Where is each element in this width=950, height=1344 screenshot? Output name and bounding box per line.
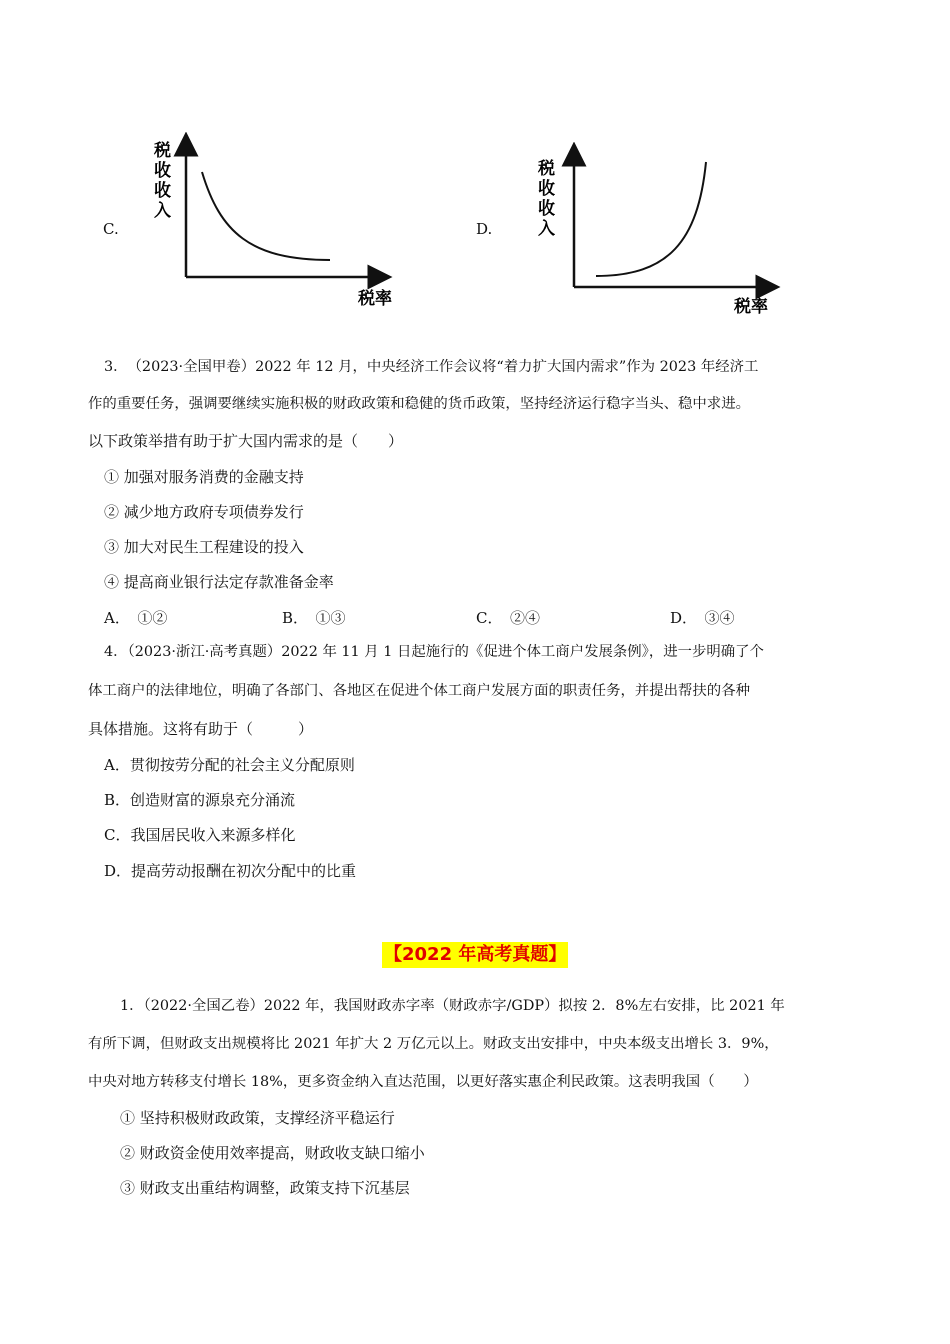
q4-stem-line-1: 4．（2023·浙江·高考真题）2022 年 11 月 1 日起施行的《促进个体工商户发展条例》，进一步明确了个 xyxy=(104,644,764,660)
q3-choice-d: D． ③④ xyxy=(670,609,735,627)
q4-option-a: A．贯彻按劳分配的社会主义分配原则 xyxy=(104,756,355,774)
y-label-char-4: 入 xyxy=(538,219,555,239)
q3-choice-b: B． ①③ xyxy=(282,609,346,627)
q3-stem-line-2: 作的重要任务，强调要继续实施积极的财政政策和稳健的货币政策，坚持经济运行稳字当头、稳中求进。 xyxy=(88,396,750,412)
y-label-char-4: 入 xyxy=(154,201,171,221)
x-label: 税率 xyxy=(734,297,768,317)
y-label-char-3: 收 xyxy=(154,181,171,201)
q2022-1-item-1: ① 坚持积极财政政策，支撑经济平稳运行 xyxy=(120,1109,395,1127)
q4-option-c: C．我国居民收入来源多样化 xyxy=(104,826,296,844)
q3-stem-line-3: 以下政策举措有助于扩大国内需求的是（ ） xyxy=(88,432,404,450)
q3-choice-a: A． ①② xyxy=(104,609,168,627)
option-d-label: D. xyxy=(476,220,493,238)
y-label-char-1: 税 xyxy=(538,159,555,179)
q3-choice-c: C． ②④ xyxy=(476,609,540,627)
q4-option-d: D．提高劳动报酬在初次分配中的比重 xyxy=(104,862,357,880)
q4-option-b: B．创造财富的源泉充分涌流 xyxy=(104,791,296,809)
section-title-2022: 【2022 年高考真题】 xyxy=(382,942,568,968)
q2022-1-stem-line-2: 有所下调，但财政支出规模将比 2021 年扩大 2 万亿元以上。财政支出安排中，中央本级支出增长 3．9%， xyxy=(88,1036,779,1052)
q3-item-3: ③ 加大对民生工程建设的投入 xyxy=(104,538,304,556)
graph-d-increasing xyxy=(528,142,788,320)
option-c-label: C. xyxy=(103,220,119,238)
y-label-char-2: 收 xyxy=(154,161,171,181)
x-label: 税率 xyxy=(358,289,392,309)
increasing-curve xyxy=(596,162,706,276)
q4-stem-line-2: 体工商户的法律地位，明确了各部门、各地区在促进个体工商户发展方面的职责任务，并提出帮扶的各种 xyxy=(88,683,750,699)
q2022-1-item-3: ③ 财政支出重结构调整，政策支持下沉基层 xyxy=(120,1179,410,1197)
q3-item-2: ② 减少地方政府专项债券发行 xyxy=(104,503,304,521)
y-label-char-3: 收 xyxy=(538,199,555,219)
q2022-1-stem-line-1: 1．（2022·全国乙卷）2022 年，我国财政赤字率（财政赤字/GDP）拟按 2．8%左右安排，比 2021 年 xyxy=(120,998,785,1014)
decreasing-curve xyxy=(202,172,330,260)
q3-stem-line-1: 3． （2023·全国甲卷）2022 年 12 月，中央经济工作会议将“着力扩大国内需求”作为 2023 年经济工 xyxy=(104,359,759,375)
q2022-1-item-2: ② 财政资金使用效率提高，财政收支缺口缩小 xyxy=(120,1144,425,1162)
q4-stem-line-3: 具体措施。这将有助于（ ） xyxy=(88,720,314,738)
graph-c-decreasing xyxy=(140,132,400,310)
y-label-char-2: 收 xyxy=(538,179,555,199)
q3-item-1: ① 加强对服务消费的金融支持 xyxy=(104,468,304,486)
y-label-char-1: 税 xyxy=(154,141,171,161)
q2022-1-stem-line-3: 中央对地方转移支付增长 18%，更多资金纳入直达范围，以更好落实惠企利民政策。这表明我国（ ） xyxy=(88,1074,758,1090)
q3-item-4: ④ 提高商业银行法定存款准备金率 xyxy=(104,573,334,591)
